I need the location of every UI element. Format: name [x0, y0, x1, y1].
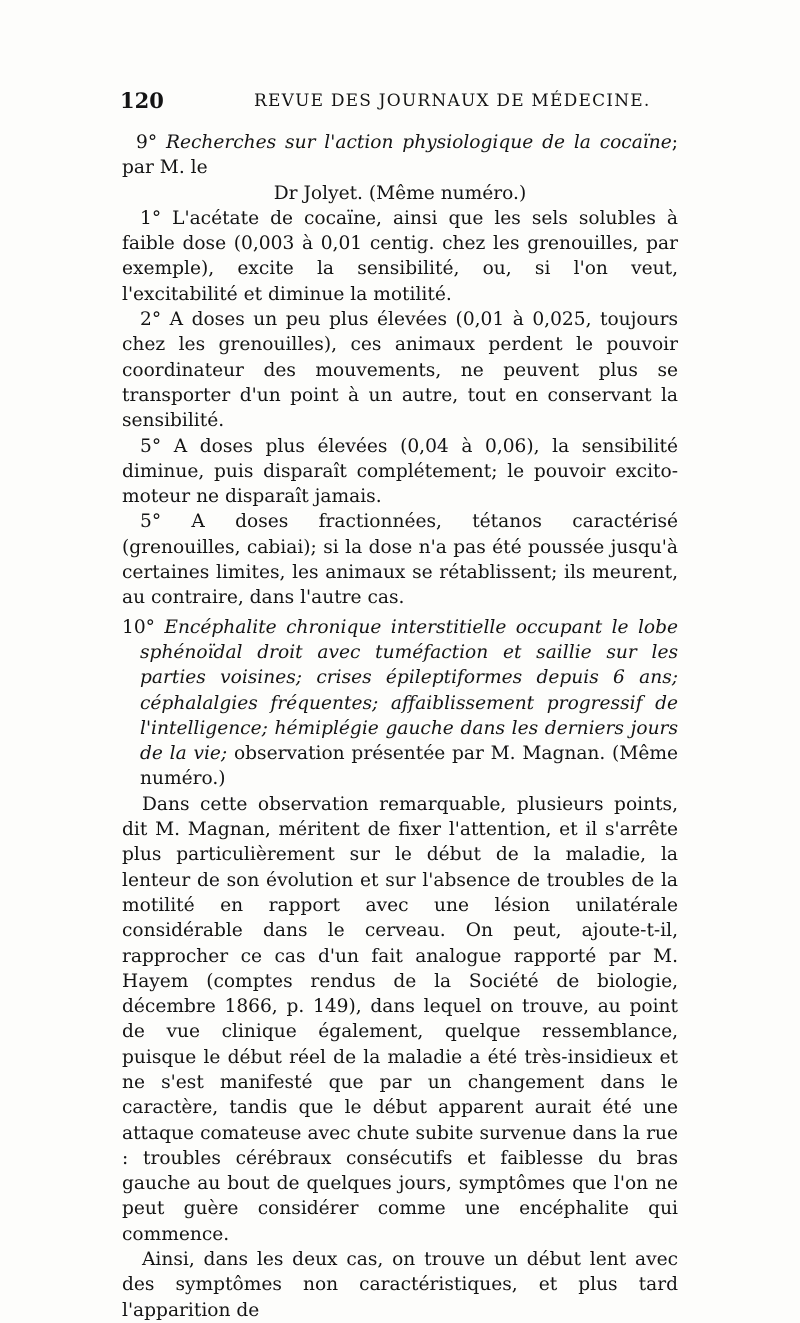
article-10-number: 10° — [122, 616, 165, 638]
article-10-title-italic: Encéphalite chronique interstitielle occupant le lobe sphénoïdal droit avec tuméfaction et saillie sur les parties voisines; crises épileptiformes depuis 6 ans; céphalalgies fréquentes; affaiblissement progressif de l'intelligence; hémiplégie gauche dans les derniers jours de la vie; — [140, 616, 678, 765]
article-9-author: Dr Jolyet. (Même numéro.) — [273, 182, 527, 204]
article-9-title — [122, 130, 678, 181]
article-10-paragraph-2: Ainsi, dans les deux cas, on trouve un début lent avec des symptômes non caractéristiques, et plus tard l'apparition de — [122, 1249, 678, 1321]
running-header — [122, 88, 678, 116]
article-9-title-suffix: ; par M. le — [122, 132, 679, 179]
page — [122, 88, 678, 1323]
article-9-paragraph-2: 2° A doses un peu plus élevées (0,01 à 0,025, toujours chez les grenouilles), ces animaux perdent le pouvoir coordinateur des mouvements, ne peuvent plus se transporter d'un point à un autre, tout en conservant la sensibilité. — [122, 309, 678, 432]
page-number: 120 — [120, 88, 164, 113]
article-10 — [122, 615, 678, 1323]
article-10-title-suffix: observation présentée par M. Magnan. (Même numéro.) — [140, 743, 678, 790]
article-9-paragraph-3: 5° A doses plus élevées (0,04 à 0,06), la sensibilité diminue, puis disparaît complétement; le pouvoir excito-moteur ne disparaît jamais. — [122, 435, 678, 508]
article-9-number: 9° — [136, 132, 166, 153]
article-9 — [122, 130, 678, 611]
article-9-title-italic: Recherches sur l'action physiologique de la cocaïne — [165, 132, 672, 153]
article-9-paragraph-1: 1° L'acétate de cocaïne, ainsi que les sels solubles à faible dose (0,003 à 0,01 centig. chez les grenouilles, par exemple), excite la sensibilité, ou, si l'on veut, l'excitabilité et diminue la motilité. — [122, 207, 678, 305]
running-title: REVUE DES JOURNAUX DE MÉDECINE. — [254, 91, 651, 111]
article-9-paragraph-4: 5° A doses fractionnées, tétanos caractérisé (grenouilles, cabiai); si la dose n'a pas été poussée jusqu'à certaines limites, les animaux se rétablissent; ils meurent, au contraire, dans l'autre cas. — [122, 511, 678, 609]
article-10-title — [122, 615, 678, 792]
article-10-paragraph-1: Dans cette observation remarquable, plusieurs points, dit M. Magnan, méritent de fixer l'attention, et il s'arrête plus particulièrement sur le début de la maladie, la lenteur de son évolution et sur l'absence de troubles de la motilité en rapport avec une lésion unilatérale considérable dans le cerveau. On peut, ajoute-t-il, rapprocher ce cas d'un fait analogue rapporté par M. Hayem (comptes rendus de la Société de biologie, décembre 1866, p. 149), dans lequel on trouve, au point de vue clinique également, quelque ressemblance, puisque le début réel de la maladie a été très-insidieux et ne s'est manifesté que par un changement dans le caractère, tandis que le début apparent aurait été une attaque comateuse avec chute subite survenue dans la rue : troubles cérébraux consécutifs et faiblesse du bras gauche au bout de quelques jours, symptômes que l'on ne peut guère considérer comme une encéphalite qui commence. — [122, 793, 678, 1245]
